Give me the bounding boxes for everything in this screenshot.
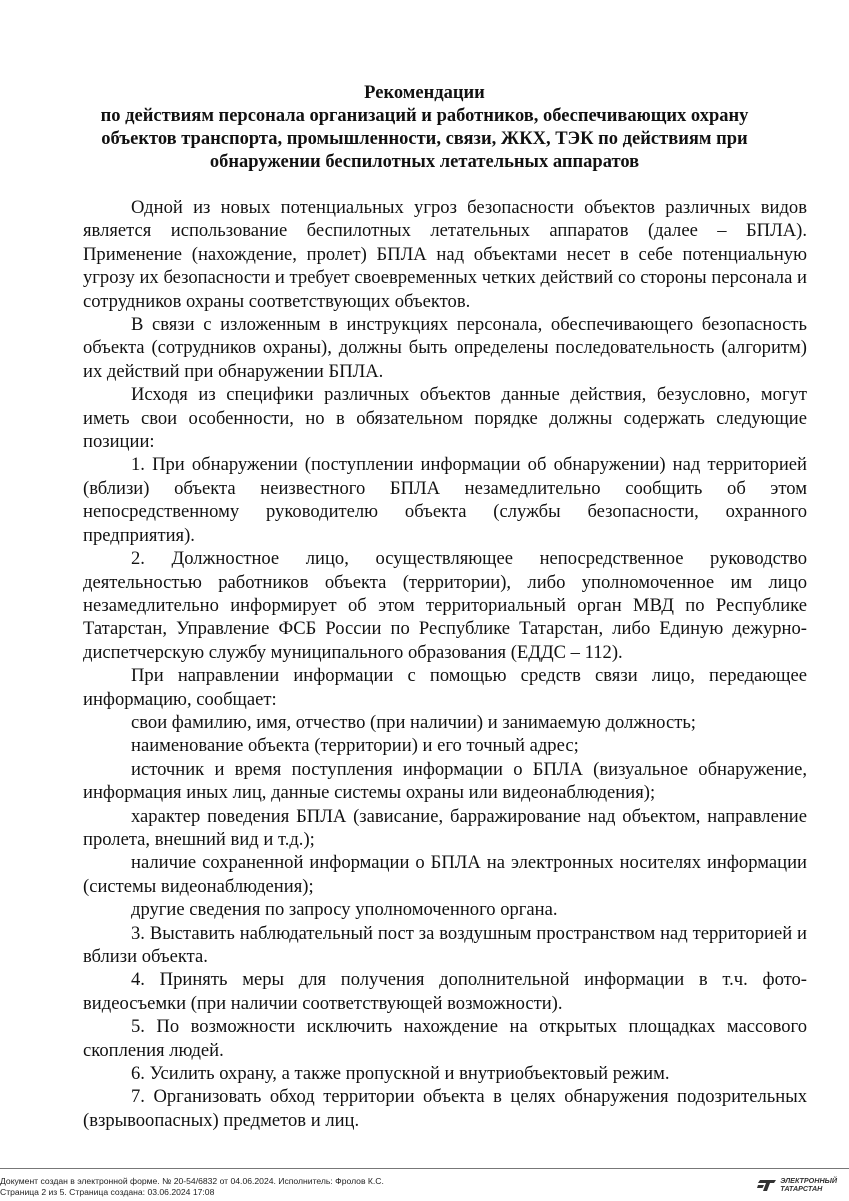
- title-line: объектов транспорта, промышленности, связи, ЖКХ, ТЭК по действиям при: [101, 129, 748, 149]
- report-detail-recordings: наличие сохраненной информации о БПЛА на электронных носителях информации (системы видеонаблюдения);: [83, 852, 807, 897]
- report-detail-address: наименование объекта (территории) и его точный адрес;: [131, 735, 579, 757]
- title-line: обнаружении беспилотных летательных аппаратов: [209, 152, 640, 172]
- item-7: 7. Организовать обход территории объекта в целях обнаружения подозрительных (взрывоопасных) предметов и лиц.: [83, 1086, 807, 1131]
- document-title: [60, 82, 789, 174]
- title-line: по действиям персонала организаций и работников, обеспечивающих охрану: [100, 106, 749, 126]
- item-1: 1. При обнаружении (поступлении информации об обнаружении) над территорией (вблизи) объекта неизвестного БПЛА незамедлительно сообщить об этом непосредственному руководителю объекта (службы безопасности, охранного предприятия).: [83, 454, 807, 546]
- footer-document-info: Документ создан в электронной форме. № 20-54/6832 от 04.06.2024. Исполнитель: Фролов К.С.: [0, 1176, 384, 1186]
- electronic-tatarstan-logo: [757, 1177, 837, 1193]
- intro-paragraph: Одной из новых потенциальных угроз безопасности объектов различных видов является использование беспилотных летательных аппаратов (далее – БПЛА). Применение (нахождение, пролет) БПЛА над объектами несет в себе потенциальную угрозу их безопасности и требует своевременных четких действий со стороны персонала и сотрудников охраны соответствующих объектов.: [83, 197, 807, 312]
- positions-paragraph: Исходя из специфики различных объектов данные действия, безусловно, могут иметь свои особенности, но в обязательном порядке должны содержать следующие позиции:: [83, 384, 807, 453]
- item-2: 2. Должностное лицо, осуществляющее непосредственное руководство деятельностью работников объекта (территории), либо уполномоченное им лицо незамедлительно информирует об этом территориальный орган МВД по Республике Татарстан, Управление ФСБ России по Республике Татарстан, либо Единую дежурно-диспетчерскую службу муниципального образования (ЕДДС – 112).: [83, 548, 807, 663]
- footer-page-info: Страница 2 из 5. Страница создана: 03.06.2024 17:08: [0, 1187, 215, 1197]
- item-5: 5. По возможности исключить нахождение на открытых площадках массового скопления людей.: [83, 1016, 807, 1061]
- document-body: [83, 196, 807, 1132]
- page-footer: [0, 1168, 849, 1201]
- instructions-paragraph: В связи с изложенным в инструкциях персонала, обеспечивающего безопасность объекта (сотрудников охраны), должны быть определены последовательность (алгоритм) их действий при обнаружении БПЛА.: [83, 314, 807, 382]
- logo-text-bottom: ТАТАРСТАН: [780, 1184, 823, 1193]
- footer-meta: [0, 1176, 384, 1198]
- report-detail-source: источник и время поступления информации о БПЛА (визуальное обнаружение, информация иных лиц, данные системы охраны или видеонаблюдения);: [83, 758, 807, 804]
- report-detail-behavior: характер поведения БПЛА (зависание, барражирование над объектом, направление пролета, внешний вид и т.д.);: [83, 805, 807, 850]
- title-line: Рекомендации: [364, 83, 485, 103]
- item-6: 6. Усилить охрану, а также пропускной и внутриобъектовый режим.: [131, 1063, 670, 1085]
- report-paragraph: При направлении информации с помощью средств связи лицо, передающее информацию, сообщает:: [83, 665, 807, 710]
- logo-text-top: ЭЛЕКТРОННЫЙ: [780, 1176, 837, 1185]
- report-detail-name: свои фамилию, имя, отчество (при наличии) и занимаемую должность;: [131, 711, 696, 733]
- report-detail-other: другие сведения по запросу уполномоченного органа.: [131, 899, 558, 921]
- item-4: 4. Принять меры для получения дополнительной информации в т.ч. фото-видеосъемки (при наличии соответствующей возможности).: [83, 969, 807, 1014]
- electronic-tatarstan-logo-icon: [757, 1179, 777, 1192]
- item-3: 3. Выставить наблюдательный пост за воздушным пространством над территорией и вблизи объекта.: [83, 922, 807, 967]
